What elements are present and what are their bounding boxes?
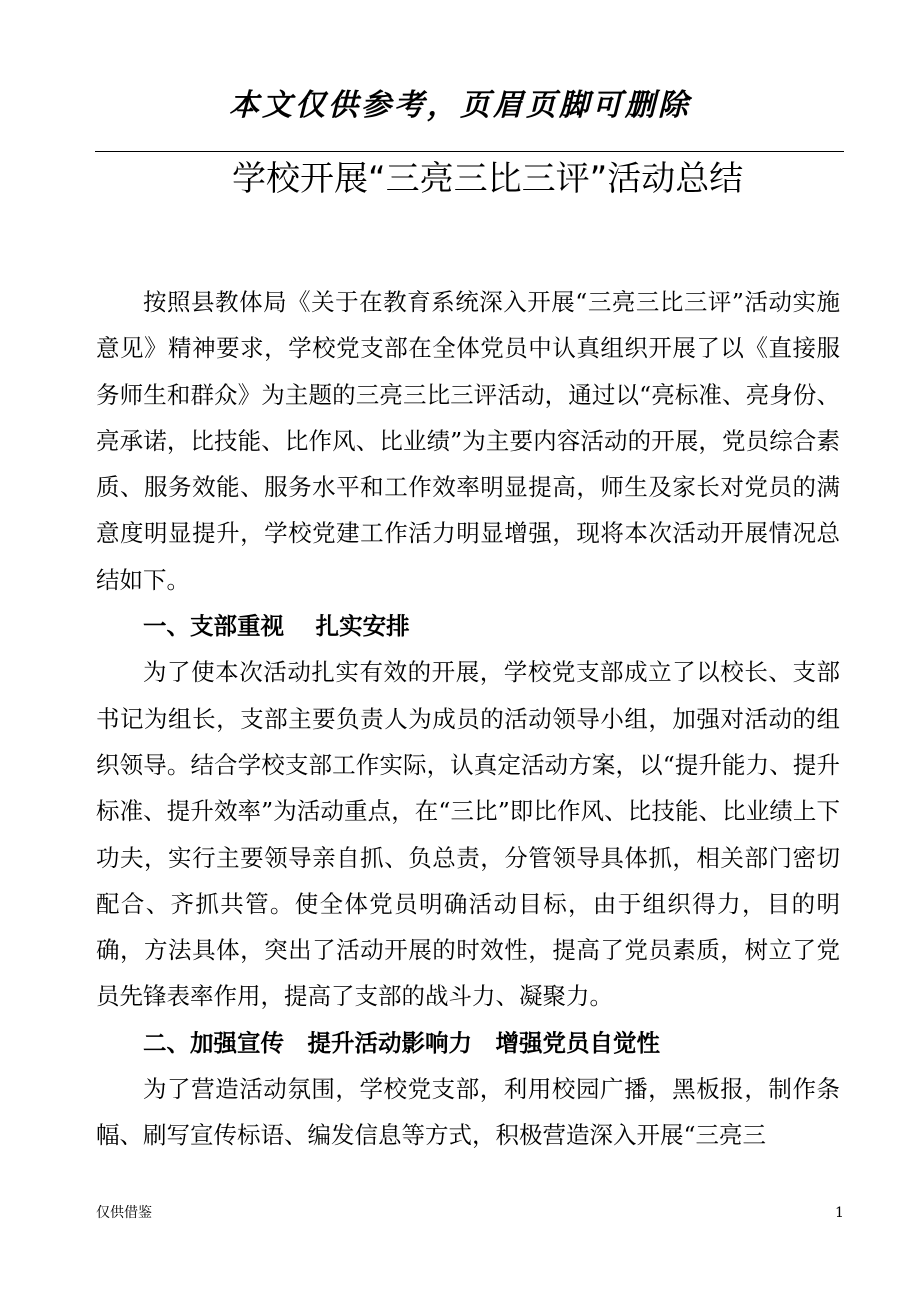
page-number: 1 — [835, 1205, 844, 1221]
paragraph-section-1: 为了使本次活动扎实有效的开展，学校党支部成立了以校长、支部书记为组长，支部主要负责人为成员的活动领导小组，加强对活动的组织领导。结合学校支部工作实际，认真定活动方案，以“提升能力、提升标准、提升效率”为活动重点，在“三比”即比作风、比技能、比业绩上下功夫，实行主要领导亲自抓、负总责，分管领导具体抓，相关部门密切配合、齐抓共管。使全体党员明确活动目标，由于组织得力，目的明确，方法具体，突出了活动开展的时效性，提高了党员素质，树立了党员先锋表率作用，提高了支部的战斗力、凝聚力。 — [96, 658, 840, 1011]
footer-note: 仅供借鉴 — [96, 1205, 152, 1221]
paragraph-section-2: 为了营造活动氛围，学校党支部，利用校园广播，黑板报，制作条幅、刷写宣传标语、编发信息等方式，积极营造深入开展“三亮三 — [96, 1075, 840, 1150]
document-body — [96, 279, 840, 1159]
document-title: 学校开展“三亮三比三评”活动总结 — [232, 159, 744, 199]
header-rule — [95, 151, 844, 152]
section-heading-2: 二、加强宣传 提升活动影响力 增强党员自觉性 — [143, 1028, 660, 1057]
section-heading-1: 一、支部重视 扎实安排 — [143, 612, 410, 641]
header-note: 本文仅供参考，页眉页脚可删除 — [229, 88, 691, 123]
paragraph-intro: 按照县教体局《关于在教育系统深入开展“三亮三比三评”活动实施意见》精神要求，学校党支部在全体党员中认真组织开展了以《直接服务师生和群众》为主题的三亮三比三评活动，通过以“亮标准、亮身份、亮承诺，比技能、比作风、比业绩”为主要内容活动的开展，党员综合素质、服务效能、服务水平和工作效率明显提高，师生及家长对党员的满意度明显提升，学校党建工作活力明显增强，现将本次活动开展情况总结如下。 — [96, 288, 840, 594]
